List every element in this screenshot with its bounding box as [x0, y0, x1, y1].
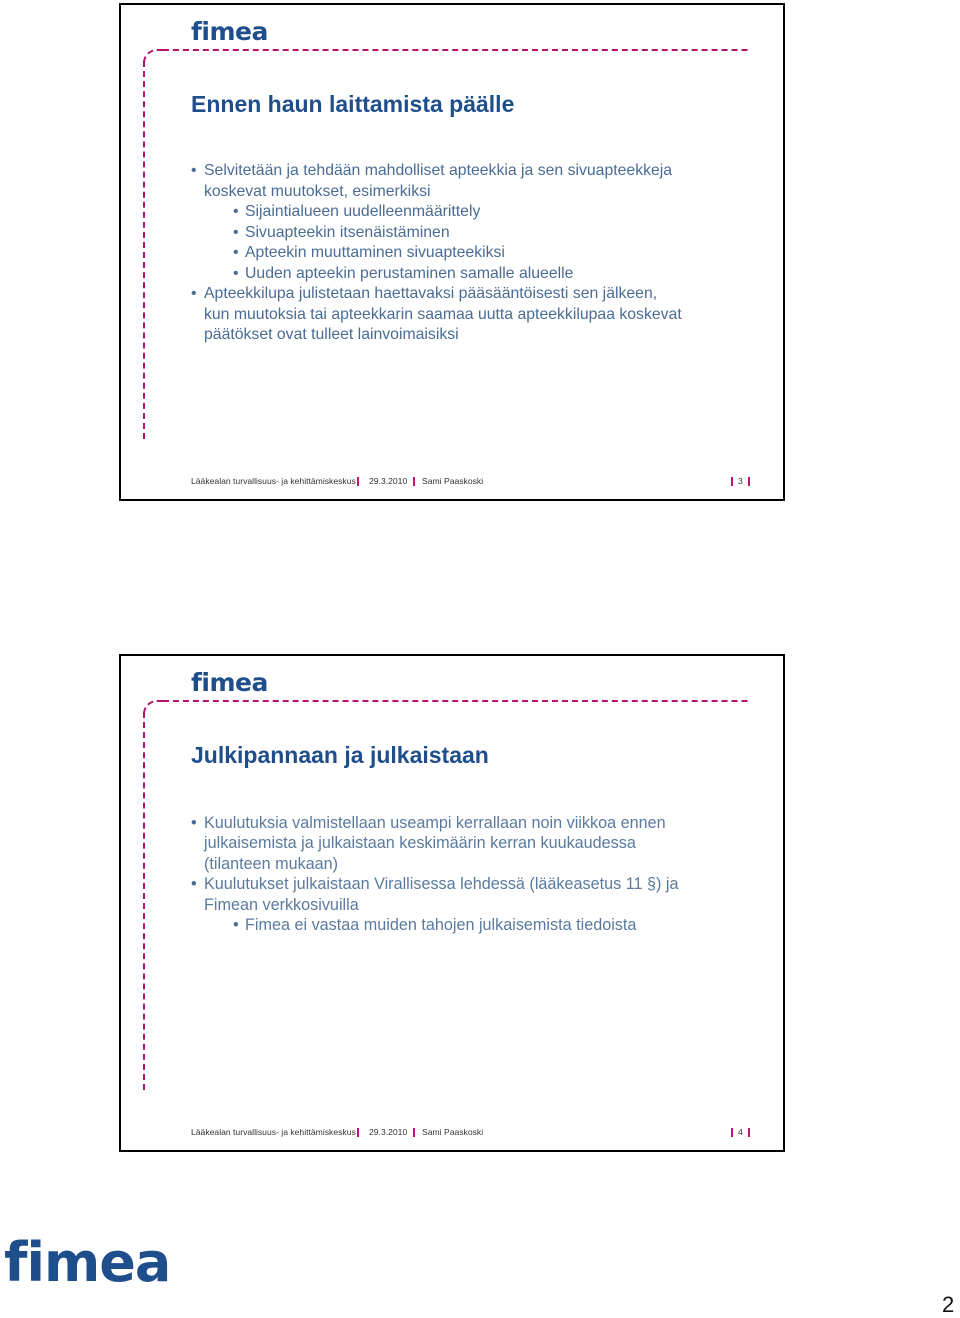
footer-author: Sami Paaskoski	[422, 476, 484, 486]
bullet-item: kun muutoksia tai apteekkarin saamaa uutta apteekkilupaa koskevat	[204, 305, 682, 323]
logo-prefix: fi	[191, 668, 210, 697]
footer-separator	[748, 477, 750, 486]
bullet-item: (tilanteen mukaan)	[204, 854, 339, 873]
footer-separator	[413, 477, 415, 486]
bullet-item: • Apteekkilupa julistetaan haettavaksi pääsääntöisesti sen jälkeen,	[163, 284, 763, 305]
slide-title: Julkipannaan ja julkaistaan	[191, 742, 489, 768]
bullet-item: • Selvitetään ja tehdään mahdolliset apteekkia ja sen sivuapteekkeja	[163, 161, 763, 182]
logo-prefix: fi	[4, 1231, 45, 1294]
fimea-logo	[191, 17, 268, 47]
footer-date: 29.3.2010	[369, 1127, 408, 1137]
fimea-large-logo	[4, 1230, 170, 1296]
bullet-item: Fimean verkkosivuilla	[204, 895, 359, 914]
dashed-top-line	[161, 700, 749, 702]
dashed-top-line	[161, 49, 749, 51]
footer-separator	[731, 477, 733, 486]
footer-author: Sami Paaskoski	[422, 1127, 484, 1137]
bullet-item: koskevat muutokset, esimerkiksi	[204, 182, 431, 200]
slide-footer	[191, 1126, 761, 1140]
bullet-item: • Kuulutukset julkaistaan Virallisessa lehdessä (lääkeasetus 11 §) ja	[163, 874, 763, 894]
bullet-item: päätökset ovat tulleet lainvoimaisiksi	[204, 326, 459, 343]
sub-bullet-item: • Sijaintialueen uudelleenmäärittely	[163, 202, 763, 223]
sub-bullet-item: • Sivuapteekin itsenäistäminen	[163, 223, 763, 244]
footer-separator	[748, 1128, 750, 1137]
document-page-number: 2	[942, 1292, 955, 1317]
sub-bullet-item: • Uuden apteekin perustaminen samalle alueelle	[163, 264, 763, 285]
fimea-logo	[191, 668, 268, 698]
slide-4-bullet-list	[163, 813, 763, 935]
bullet-item: • Kuulutuksia valmistellaan useampi kerrallaan noin viikkoa ennen	[163, 813, 763, 833]
slide-title: Ennen haun laittamista päälle	[191, 91, 515, 117]
logo-main: mea	[209, 17, 268, 46]
slide-footer	[191, 475, 761, 489]
footer-date: 29.3.2010	[369, 476, 408, 486]
dashed-corner-decoration	[143, 49, 163, 63]
dashed-left-line	[143, 712, 145, 1090]
footer-separator	[731, 1128, 733, 1137]
footer-page-number: 3	[738, 476, 743, 486]
footer-separator	[413, 1128, 415, 1137]
footer-page-number: 4	[738, 1127, 743, 1137]
footer-separator	[357, 1128, 359, 1137]
footer-org: Lääkealan turvallisuus- ja kehittämiskeskus	[191, 476, 356, 486]
logo-prefix: fi	[191, 17, 210, 46]
dashed-left-line	[143, 61, 145, 439]
logo-main: mea	[44, 1231, 171, 1294]
sub-bullet-item: • Fimea ei vastaa muiden tahojen julkaisemista tiedoista	[163, 915, 763, 935]
dashed-corner-decoration	[143, 700, 163, 714]
sub-bullet-item: • Apteekin muuttaminen sivuapteekiksi	[163, 243, 763, 264]
bullet-item: julkaisemista ja julkaistaan keskimäärin kerran kuukaudessa	[204, 834, 636, 853]
footer-separator	[357, 477, 359, 486]
footer-org: Lääkealan turvallisuus- ja kehittämiskeskus	[191, 1127, 356, 1137]
slide-3-bullet-list	[163, 161, 763, 346]
logo-main: mea	[209, 668, 268, 697]
